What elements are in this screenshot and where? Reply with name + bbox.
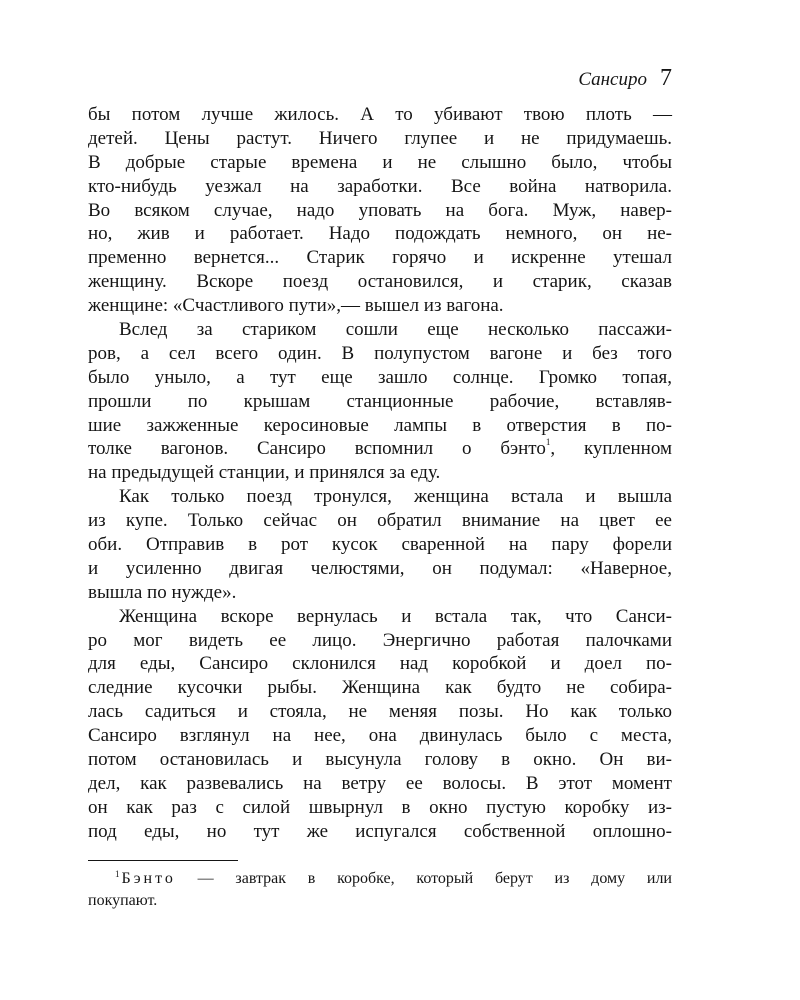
text-line-with-note bbox=[88, 437, 672, 461]
running-title: Сансиро bbox=[578, 69, 647, 90]
text-line: кто-нибудь уезжал на заработки. Все война натворила. bbox=[88, 175, 672, 197]
text-line: детей. Цены растут. Ничего глупее и не придумаешь. bbox=[88, 127, 672, 149]
text-segment: толке вагонов. Сансиро вспомнил о бэнто bbox=[88, 438, 546, 460]
text-line: Сансиро взглянул на нее, она двинулась было с места, bbox=[88, 725, 672, 747]
text-line: Как только поезд тронулся, женщина встала и вышла bbox=[119, 486, 672, 508]
text-line: но, жив и работает. Надо подождать немного, он не- bbox=[88, 223, 672, 245]
text-segment: , купленном bbox=[550, 438, 673, 460]
footnote-line bbox=[88, 868, 672, 890]
text-line: В добрые старые времена и не слышно было, чтобы bbox=[88, 151, 672, 173]
text-line: ров, а сел всего один. В полупустом вагоне и без того bbox=[88, 342, 672, 364]
footnote-line: покупают. bbox=[88, 892, 158, 909]
text-line: женщине: «Счастливого пути»,— вышел из вагона. bbox=[88, 295, 504, 317]
text-line: под еды, но тут же испугался собственной оплошно- bbox=[88, 820, 672, 842]
text-line: вышла по нужде». bbox=[88, 581, 237, 603]
text-line: прошли по крышам станционные рабочие, вставляв- bbox=[88, 390, 672, 412]
footnote-reference: 1 bbox=[545, 437, 551, 448]
text-line: женщину. Вскоре поезд остановился, и старик, сказав bbox=[88, 271, 672, 293]
text-line: ро мог видеть ее лицо. Энергично работая палочками bbox=[88, 629, 672, 651]
text-line: для еды, Сансиро склонился над коробкой и доел по- bbox=[88, 653, 672, 675]
footnote-term: Бэнто bbox=[121, 870, 176, 887]
body-text bbox=[88, 103, 672, 844]
running-head bbox=[88, 62, 672, 97]
footnote-divider bbox=[88, 860, 238, 861]
text-line: пременно вернется... Старик горячо и искренне утешал bbox=[88, 247, 672, 269]
text-line: было уныло, а тут еще зашло солнце. Громко топая, bbox=[88, 366, 672, 388]
footnote-marker: 1 bbox=[115, 869, 120, 879]
text-line: бы потом лучше жилось. А то убивают твою плоть — bbox=[88, 104, 672, 125]
text-line: Женщина вскоре вернулась и встала так, что Санси- bbox=[119, 605, 672, 627]
text-line: из купе. Только сейчас он обратил внимание на цвет ее bbox=[88, 510, 672, 532]
text-line: и усиленно двигая челюстями, он подумал: «Наверное, bbox=[88, 557, 672, 579]
text-line: на предыдущей станции, и принялся за еду. bbox=[88, 462, 441, 484]
footnotes bbox=[88, 868, 672, 912]
footnote-text: — завтрак в коробке, который берут из дому или bbox=[175, 870, 672, 887]
text-line: он как раз с силой швырнул в окно пустую коробку из- bbox=[88, 796, 672, 818]
text-line: шие зажженные керосиновые лампы в отверстия в по- bbox=[88, 414, 672, 436]
page-number: 7 bbox=[660, 65, 672, 91]
text-line: Вслед за стариком сошли еще несколько пассажи- bbox=[119, 319, 672, 341]
text-line: следние кусочки рыбы. Женщина как будто не собира- bbox=[88, 677, 672, 699]
text-line: Во всяком случае, надо уповать на бога. Муж, навер- bbox=[88, 199, 672, 221]
text-line: дел, как развевались на ветру ее волосы. В этот момент bbox=[88, 772, 672, 794]
text-line: лась садиться и стояла, не меняя позы. Но как только bbox=[88, 701, 672, 723]
text-line: оби. Отправив в рот кусок сваренной на пару форели bbox=[88, 534, 672, 556]
text-line: потом остановилась и высунула голову в окно. Он ви- bbox=[88, 749, 672, 771]
